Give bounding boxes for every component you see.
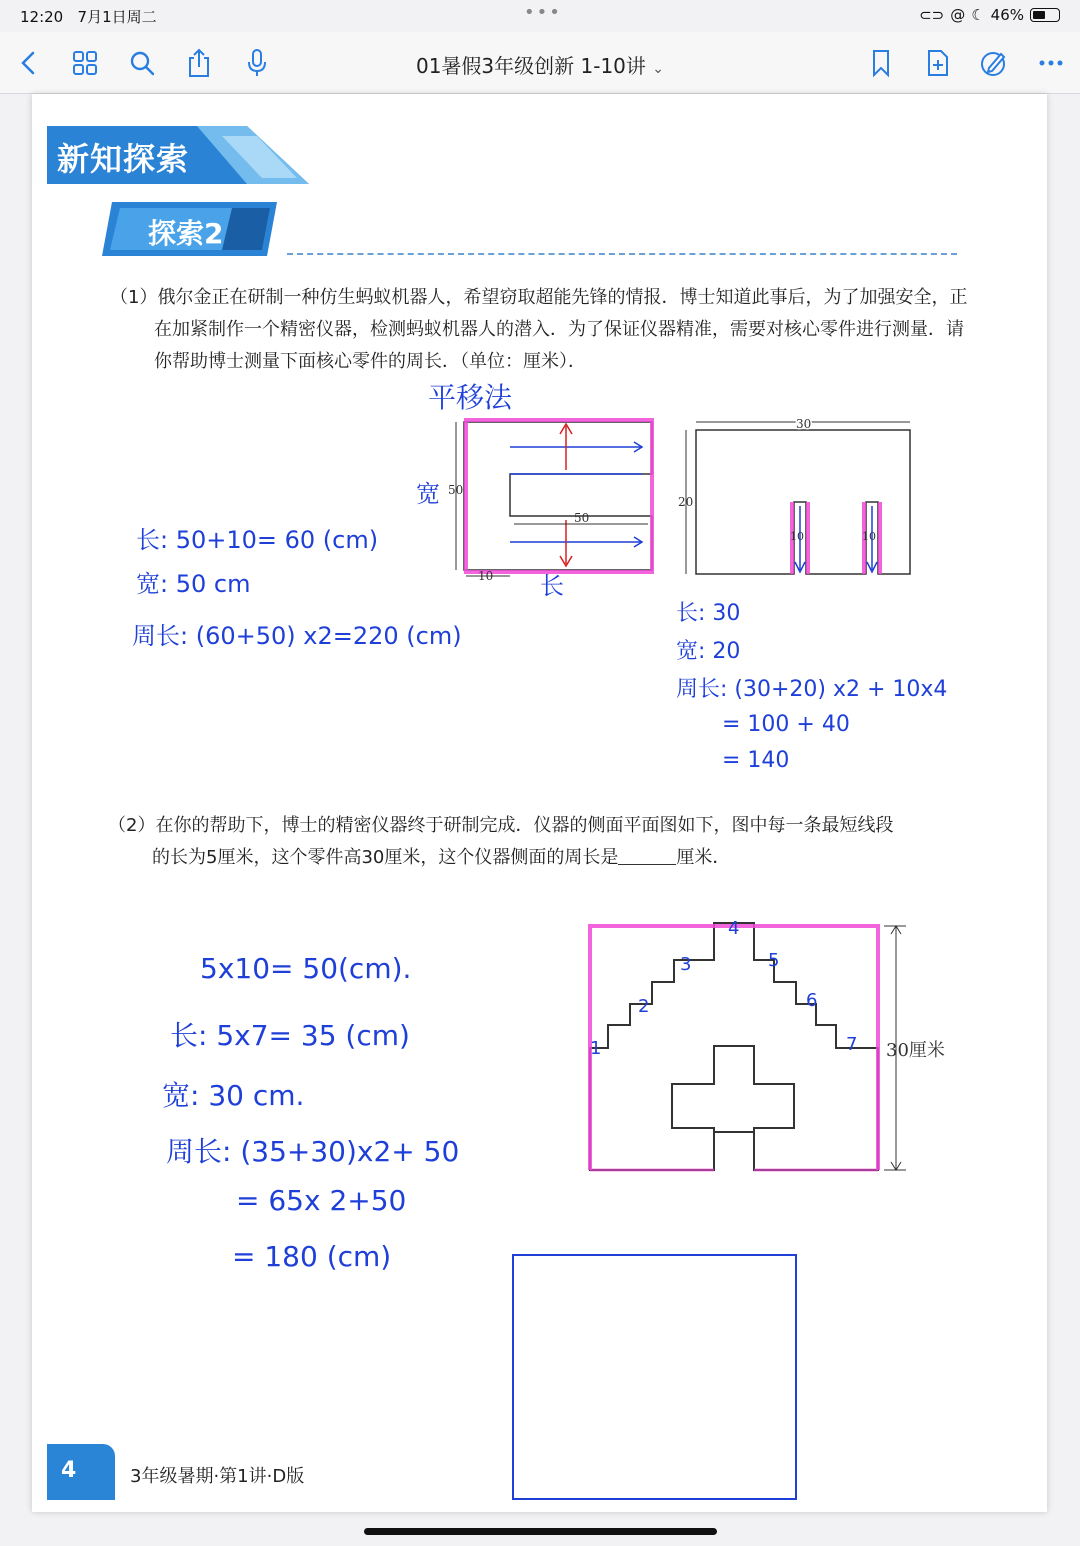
battery-icon xyxy=(1030,8,1060,22)
link-icon: ⊂⊃ xyxy=(919,6,945,24)
handwriting-b1: 长: 30 xyxy=(676,601,741,626)
question-1-text: （1）俄尔金正在研制一种仿生蚂蚁机器人，希望窃取超能先锋的情报．博士知道此事后，为了加强安全，正在加紧制作一个精密仪器，检测蚂蚁机器人的潜入．为了保证仪器精准，需要对核心零件进行测量．请你帮助博士测量下面核心零件的周长．（单位：厘米）． xyxy=(110,287,968,372)
document-title[interactable]: 01暑假3年级创新 1-10讲 ⌄ xyxy=(415,54,664,78)
handwriting-a1: 长: 50+10= 60 (cm) xyxy=(136,526,379,554)
hw-n7: 7 xyxy=(846,1034,858,1055)
hw-n5: 5 xyxy=(768,950,780,971)
handwriting-a2: 宽: 50 cm xyxy=(136,570,251,598)
section-banner xyxy=(47,126,309,184)
fig1-label-50-left: 50 xyxy=(448,483,464,497)
handwriting-c6: = 180 (cm) xyxy=(232,1240,392,1273)
handwriting-b4: = 100 + 40 xyxy=(722,712,850,737)
fig2-label-30: 30 xyxy=(796,417,812,431)
annotate-icon[interactable] xyxy=(977,46,1011,80)
hw-n2: 2 xyxy=(638,996,650,1017)
answer-blank[interactable] xyxy=(618,845,676,865)
hw-n6: 6 xyxy=(806,990,818,1011)
add-page-icon[interactable] xyxy=(921,46,955,80)
more-icon[interactable] xyxy=(1034,46,1068,80)
handwriting-b3: 周长: (30+20) x2 + 10x4 xyxy=(676,677,948,702)
footer-text: 3年级暑期·第1讲·D版 xyxy=(130,1466,305,1487)
fig2-label-20: 20 xyxy=(678,495,694,509)
handwriting-c4: 周长: (35+30)x2+ 50 xyxy=(166,1135,460,1168)
hw-n1: 1 xyxy=(590,1038,602,1059)
figure-3 xyxy=(584,920,924,1180)
status-bar xyxy=(0,0,1080,32)
handwriting-b5: = 140 xyxy=(722,748,790,773)
moon-icon: ☾ xyxy=(971,6,985,24)
handwriting-c3: 宽: 30 cm. xyxy=(162,1079,305,1112)
at-icon: @ xyxy=(950,6,966,24)
figure-1 xyxy=(448,412,692,612)
multitask-dots[interactable]: ••• xyxy=(524,2,562,23)
divider xyxy=(287,253,957,255)
hw-n4: 4 xyxy=(728,918,740,939)
status-time: 12:20 7月1日周二 xyxy=(20,8,157,26)
drawn-rectangle xyxy=(512,1254,797,1500)
handwriting-c1: 5x10= 50(cm). xyxy=(200,952,412,985)
fig2-label-10b: 10 xyxy=(862,530,876,543)
q2-line-2: 的长为5厘米，这个零件高30厘米，这个仪器侧面的周长是 厘米． xyxy=(152,847,731,868)
sub-banner xyxy=(102,202,277,256)
handwriting-b2: 宽: 20 xyxy=(676,639,741,664)
fig1-label-50-mid: 50 xyxy=(574,511,590,525)
section-title: 新知探索 xyxy=(57,140,190,178)
fig3-label-30cm: 30厘米 xyxy=(886,1040,945,1061)
handwriting-c5: = 65x 2+50 xyxy=(236,1184,407,1217)
chevron-down-icon: ⌄ xyxy=(652,61,664,77)
document-page[interactable] xyxy=(32,94,1047,1512)
question-2-text xyxy=(108,810,978,874)
bookmark-icon[interactable] xyxy=(864,46,898,80)
handwriting-pingyi: 平移法 xyxy=(428,381,513,414)
page-number-badge: 4 xyxy=(47,1444,115,1500)
figure-2 xyxy=(672,414,932,594)
handwriting-kuan-mark: 宽 xyxy=(416,480,440,508)
fig1-label-10: 10 xyxy=(478,569,494,583)
toolbar xyxy=(0,32,1080,94)
battery-percent: 46% xyxy=(990,6,1024,24)
fig2-label-10a: 10 xyxy=(790,530,804,543)
status-right xyxy=(919,6,1060,24)
home-indicator[interactable] xyxy=(364,1528,717,1535)
hw-n3: 3 xyxy=(680,954,692,975)
handwriting-a3: 周长: (60+50) x2=220 (cm) xyxy=(132,622,462,650)
sub-title: 探索2 xyxy=(148,217,224,250)
handwriting-chang-mark: 长 xyxy=(540,572,564,600)
q2-line-1: （2）在你的帮助下，博士的精密仪器终于研制完成．仪器的侧面平面图如下，图中每一条最短线段 xyxy=(108,815,894,836)
handwriting-c2: 长: 5x7= 35 (cm) xyxy=(170,1019,410,1052)
